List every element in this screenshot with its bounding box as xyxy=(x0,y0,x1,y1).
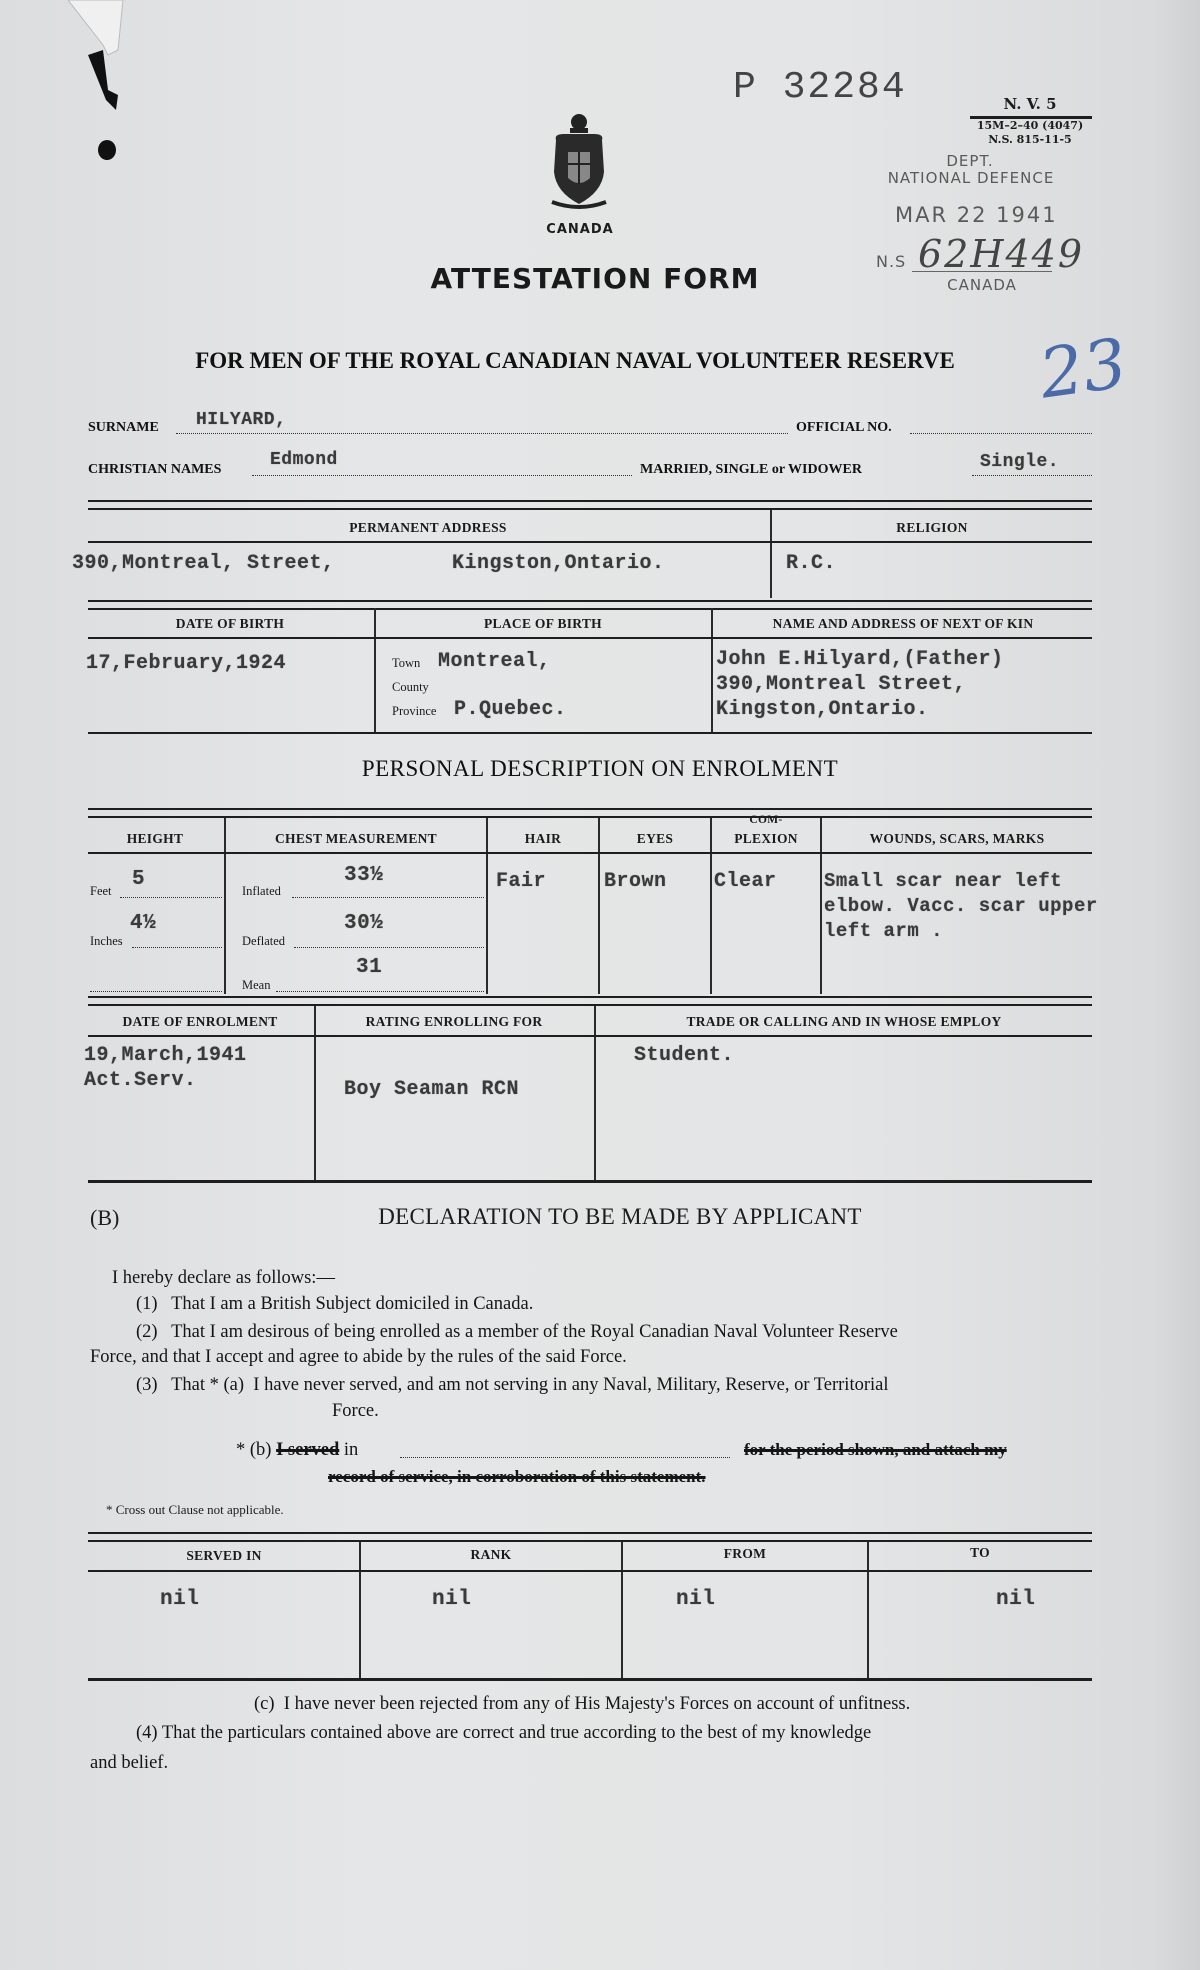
item-3b-prefix: * (b) xyxy=(236,1440,272,1460)
inflated-dots xyxy=(292,897,484,898)
deflated-dots xyxy=(294,947,484,948)
desc-divider-5 xyxy=(820,818,822,994)
from-header: FROM xyxy=(723,1546,767,1561)
desc-divider-3 xyxy=(598,818,600,994)
marks-line-3[interactable]: left arm . xyxy=(824,920,944,942)
trade-header: TRADE OR CALLING AND IN WHOSE EMPLOY xyxy=(686,1014,1002,1029)
form-print: 15M–2–40 (4047) xyxy=(976,119,1084,132)
to-value[interactable]: nil xyxy=(996,1588,1036,1611)
enrol-divider-1 xyxy=(314,1006,316,1180)
town-value[interactable]: Montreal, xyxy=(438,650,551,673)
served-in-value[interactable]: nil xyxy=(160,1588,200,1611)
footnote: * Cross out Clause not applicable. xyxy=(106,1502,284,1517)
deflated-value[interactable]: 30½ xyxy=(344,912,384,935)
page-subtitle: FOR MEN OF THE ROYAL CANADIAN NAVAL VOLUNTEER RESERVE xyxy=(195,348,955,373)
birth-divider-2 xyxy=(711,608,713,732)
inches-label: Inches xyxy=(90,934,123,948)
surname-label: SURNAME xyxy=(88,420,159,435)
address-divider xyxy=(770,510,772,598)
declaration-intro: I hereby declare as follows:— xyxy=(112,1268,335,1288)
page-title: ATTESTATION FORM xyxy=(430,262,760,295)
birth-header-rule xyxy=(88,637,1092,639)
to-header: TO xyxy=(970,1545,990,1560)
mean-value[interactable]: 31 xyxy=(356,956,383,979)
official-no-label: OFFICIAL NO. xyxy=(796,420,892,435)
desc-divider-1 xyxy=(224,818,226,994)
enrolment-date-line-2[interactable]: Act.Serv. xyxy=(84,1069,197,1092)
address-top-rule xyxy=(88,500,1092,510)
inflated-value[interactable]: 33½ xyxy=(344,864,384,887)
address-city[interactable]: Kingston,Ontario. xyxy=(452,552,665,575)
inches-value[interactable]: 4½ xyxy=(130,912,157,935)
hair-header: HAIR xyxy=(524,831,562,846)
surname-dots xyxy=(176,433,788,434)
desc-header-rule xyxy=(88,852,1092,854)
declaration-title: DECLARATION TO BE MADE BY APPLICANT xyxy=(378,1204,862,1229)
religion-value[interactable]: R.C. xyxy=(786,552,837,575)
declaration-item-3-line-1: (3) That * (a) I have never served, and am not serving in any Naval, Military, Reserve, or Territorial xyxy=(136,1375,889,1395)
feet-label: Feet xyxy=(90,884,112,898)
file-number: P 32284 xyxy=(733,66,907,109)
declaration-item-1: (1) That I am a British Subject domiciled in Canada. xyxy=(136,1294,534,1314)
next-of-kin-line-3[interactable]: Kingston,Ontario. xyxy=(716,698,929,721)
birth-bottom-rule xyxy=(88,732,1092,734)
chest-header: CHEST MEASUREMENT xyxy=(274,831,437,846)
desc-bottom-rule xyxy=(88,996,1092,1006)
desc-divider-4 xyxy=(710,818,712,994)
mean-dots xyxy=(276,991,484,992)
marks-line-2[interactable]: elbow. Vacc. scar upper xyxy=(824,895,1098,917)
enrolment-date-line-1[interactable]: 19,March,1941 xyxy=(84,1044,247,1067)
inches-dots xyxy=(132,947,222,948)
from-value[interactable]: nil xyxy=(676,1588,716,1611)
item-3b-struck-start: I served xyxy=(276,1440,340,1460)
item-3b-struck-end: for the period shown, and attach my xyxy=(744,1440,1007,1459)
complexion-header-bottom: PLEXION xyxy=(734,831,798,846)
desc-divider-2 xyxy=(486,818,488,994)
marks-header: WOUNDS, SCARS, MARKS xyxy=(869,831,1045,846)
rating-value[interactable]: Boy Seaman RCN xyxy=(344,1078,520,1101)
service-divider-2 xyxy=(621,1542,623,1678)
marital-label: MARRIED, SINGLE or WIDOWER xyxy=(640,462,862,477)
punch-hole xyxy=(98,140,116,160)
deflated-label: Deflated xyxy=(242,934,286,948)
marks-line-1[interactable]: Small scar near left xyxy=(824,870,1063,892)
rank-value[interactable]: nil xyxy=(432,1588,472,1611)
mean-label: Mean xyxy=(242,978,271,992)
marital-dots xyxy=(972,475,1092,476)
province-label: Province xyxy=(392,704,437,718)
rank-header: RANK xyxy=(470,1547,512,1562)
service-top-rule xyxy=(88,1532,1092,1542)
enrol-divider-2 xyxy=(594,1006,596,1180)
hair-value[interactable]: Fair xyxy=(496,870,547,893)
christian-names-value[interactable]: Edmond xyxy=(270,450,338,470)
declaration-item-4-line-1: (4) That the particulars contained above are correct and true according to the best of my knowledge xyxy=(136,1723,872,1743)
service-bottom-rule xyxy=(88,1678,1092,1681)
eyes-header: EYES xyxy=(636,831,674,846)
form-code: N. V. 5 xyxy=(1003,95,1057,113)
stamp-dept: DEPT. xyxy=(946,152,994,170)
form-ref: N.S. 815-11-5 xyxy=(988,133,1072,146)
declaration-item-2-line-2: Force, and that I accept and agree to abide by the rules of the said Force. xyxy=(90,1347,627,1367)
stamp-country: CANADA xyxy=(947,276,1017,294)
enrol-header-rule xyxy=(88,1035,1092,1037)
address-bottom-rule xyxy=(88,600,1092,610)
declaration-item-2-line-1: (2) That I am desirous of being enrolled as a member of the Royal Canadian Naval Volunteer Reserve xyxy=(136,1322,898,1342)
crest-label: CANADA xyxy=(546,222,614,237)
coat-of-arms-icon xyxy=(550,112,608,214)
town-label: Town xyxy=(392,656,421,670)
height-extra-dots xyxy=(90,991,222,992)
declaration-letter: (B) xyxy=(90,1205,120,1230)
permanent-address-header: PERMANENT ADDRESS xyxy=(349,520,507,535)
rating-header: RATING ENROLLING FOR xyxy=(365,1014,543,1029)
height-header: HEIGHT xyxy=(126,831,184,846)
complexion-header-top: COM- xyxy=(749,814,783,826)
address-street[interactable]: 390,Montreal, Street, xyxy=(72,552,335,575)
marital-value[interactable]: Single. xyxy=(980,452,1060,472)
complexion-value[interactable]: Clear xyxy=(714,870,777,893)
description-top-rule xyxy=(88,808,1092,818)
served-in-header: SERVED IN xyxy=(186,1548,262,1563)
declaration-item-4-line-2: and belief. xyxy=(90,1753,169,1773)
declaration-item-3c: (c) I have never been rejected from any of His Majesty's Forces on account of unfitness. xyxy=(254,1694,911,1714)
trade-value[interactable]: Student. xyxy=(634,1044,735,1067)
stamp-ns-number: 62H449 xyxy=(918,232,1085,276)
declaration-item-3b xyxy=(236,1440,358,1461)
next-of-kin-line-1[interactable]: John E.Hilyard,(Father) xyxy=(716,648,1004,671)
enrol-bottom-rule xyxy=(88,1180,1092,1183)
declaration-item-3-line-2: Force. xyxy=(332,1401,379,1421)
service-divider-1 xyxy=(359,1542,361,1678)
religion-header: RELIGION xyxy=(896,520,968,535)
dob-value[interactable]: 17,February,1924 xyxy=(86,652,287,675)
service-divider-3 xyxy=(867,1542,869,1678)
surname-value[interactable]: HILYARD, xyxy=(196,410,287,430)
stamp-ns-prefix: N.S xyxy=(876,252,907,271)
feet-value[interactable]: 5 xyxy=(132,868,146,891)
address-header-rule xyxy=(88,541,1092,543)
christian-names-label: CHRISTIAN NAMES xyxy=(88,462,222,477)
birth-divider-1 xyxy=(374,608,376,732)
feet-dots xyxy=(120,897,222,898)
item-3b-struck-line-2: record of service, in corroboration of this statement. xyxy=(328,1467,706,1486)
enrolment-date-header: DATE OF ENROLMENT xyxy=(122,1014,278,1029)
service-header-rule xyxy=(88,1570,1092,1572)
inflated-label: Inflated xyxy=(242,884,281,898)
christian-names-dots xyxy=(252,475,632,476)
eyes-value[interactable]: Brown xyxy=(604,870,667,893)
item-3b-in: in xyxy=(343,1440,359,1460)
county-label: County xyxy=(392,680,429,694)
next-of-kin-line-2[interactable]: 390,Montreal Street, xyxy=(716,673,967,696)
item-3b-dots xyxy=(400,1457,730,1458)
official-no-dots xyxy=(910,433,1092,434)
province-value[interactable]: P.Quebec. xyxy=(454,698,567,721)
description-title: PERSONAL DESCRIPTION ON ENROLMENT xyxy=(361,756,839,781)
dob-header: DATE OF BIRTH xyxy=(175,616,285,631)
stamp-national-defence: NATIONAL DEFENCE xyxy=(887,169,1055,187)
torn-corner xyxy=(68,0,128,130)
stamp-date: MAR 22 1941 xyxy=(895,203,1058,227)
next-of-kin-header: NAME AND ADDRESS OF NEXT OF KIN xyxy=(772,616,1034,631)
place-of-birth-header: PLACE OF BIRTH xyxy=(484,616,602,631)
margin-note: 23 xyxy=(1034,324,1132,415)
